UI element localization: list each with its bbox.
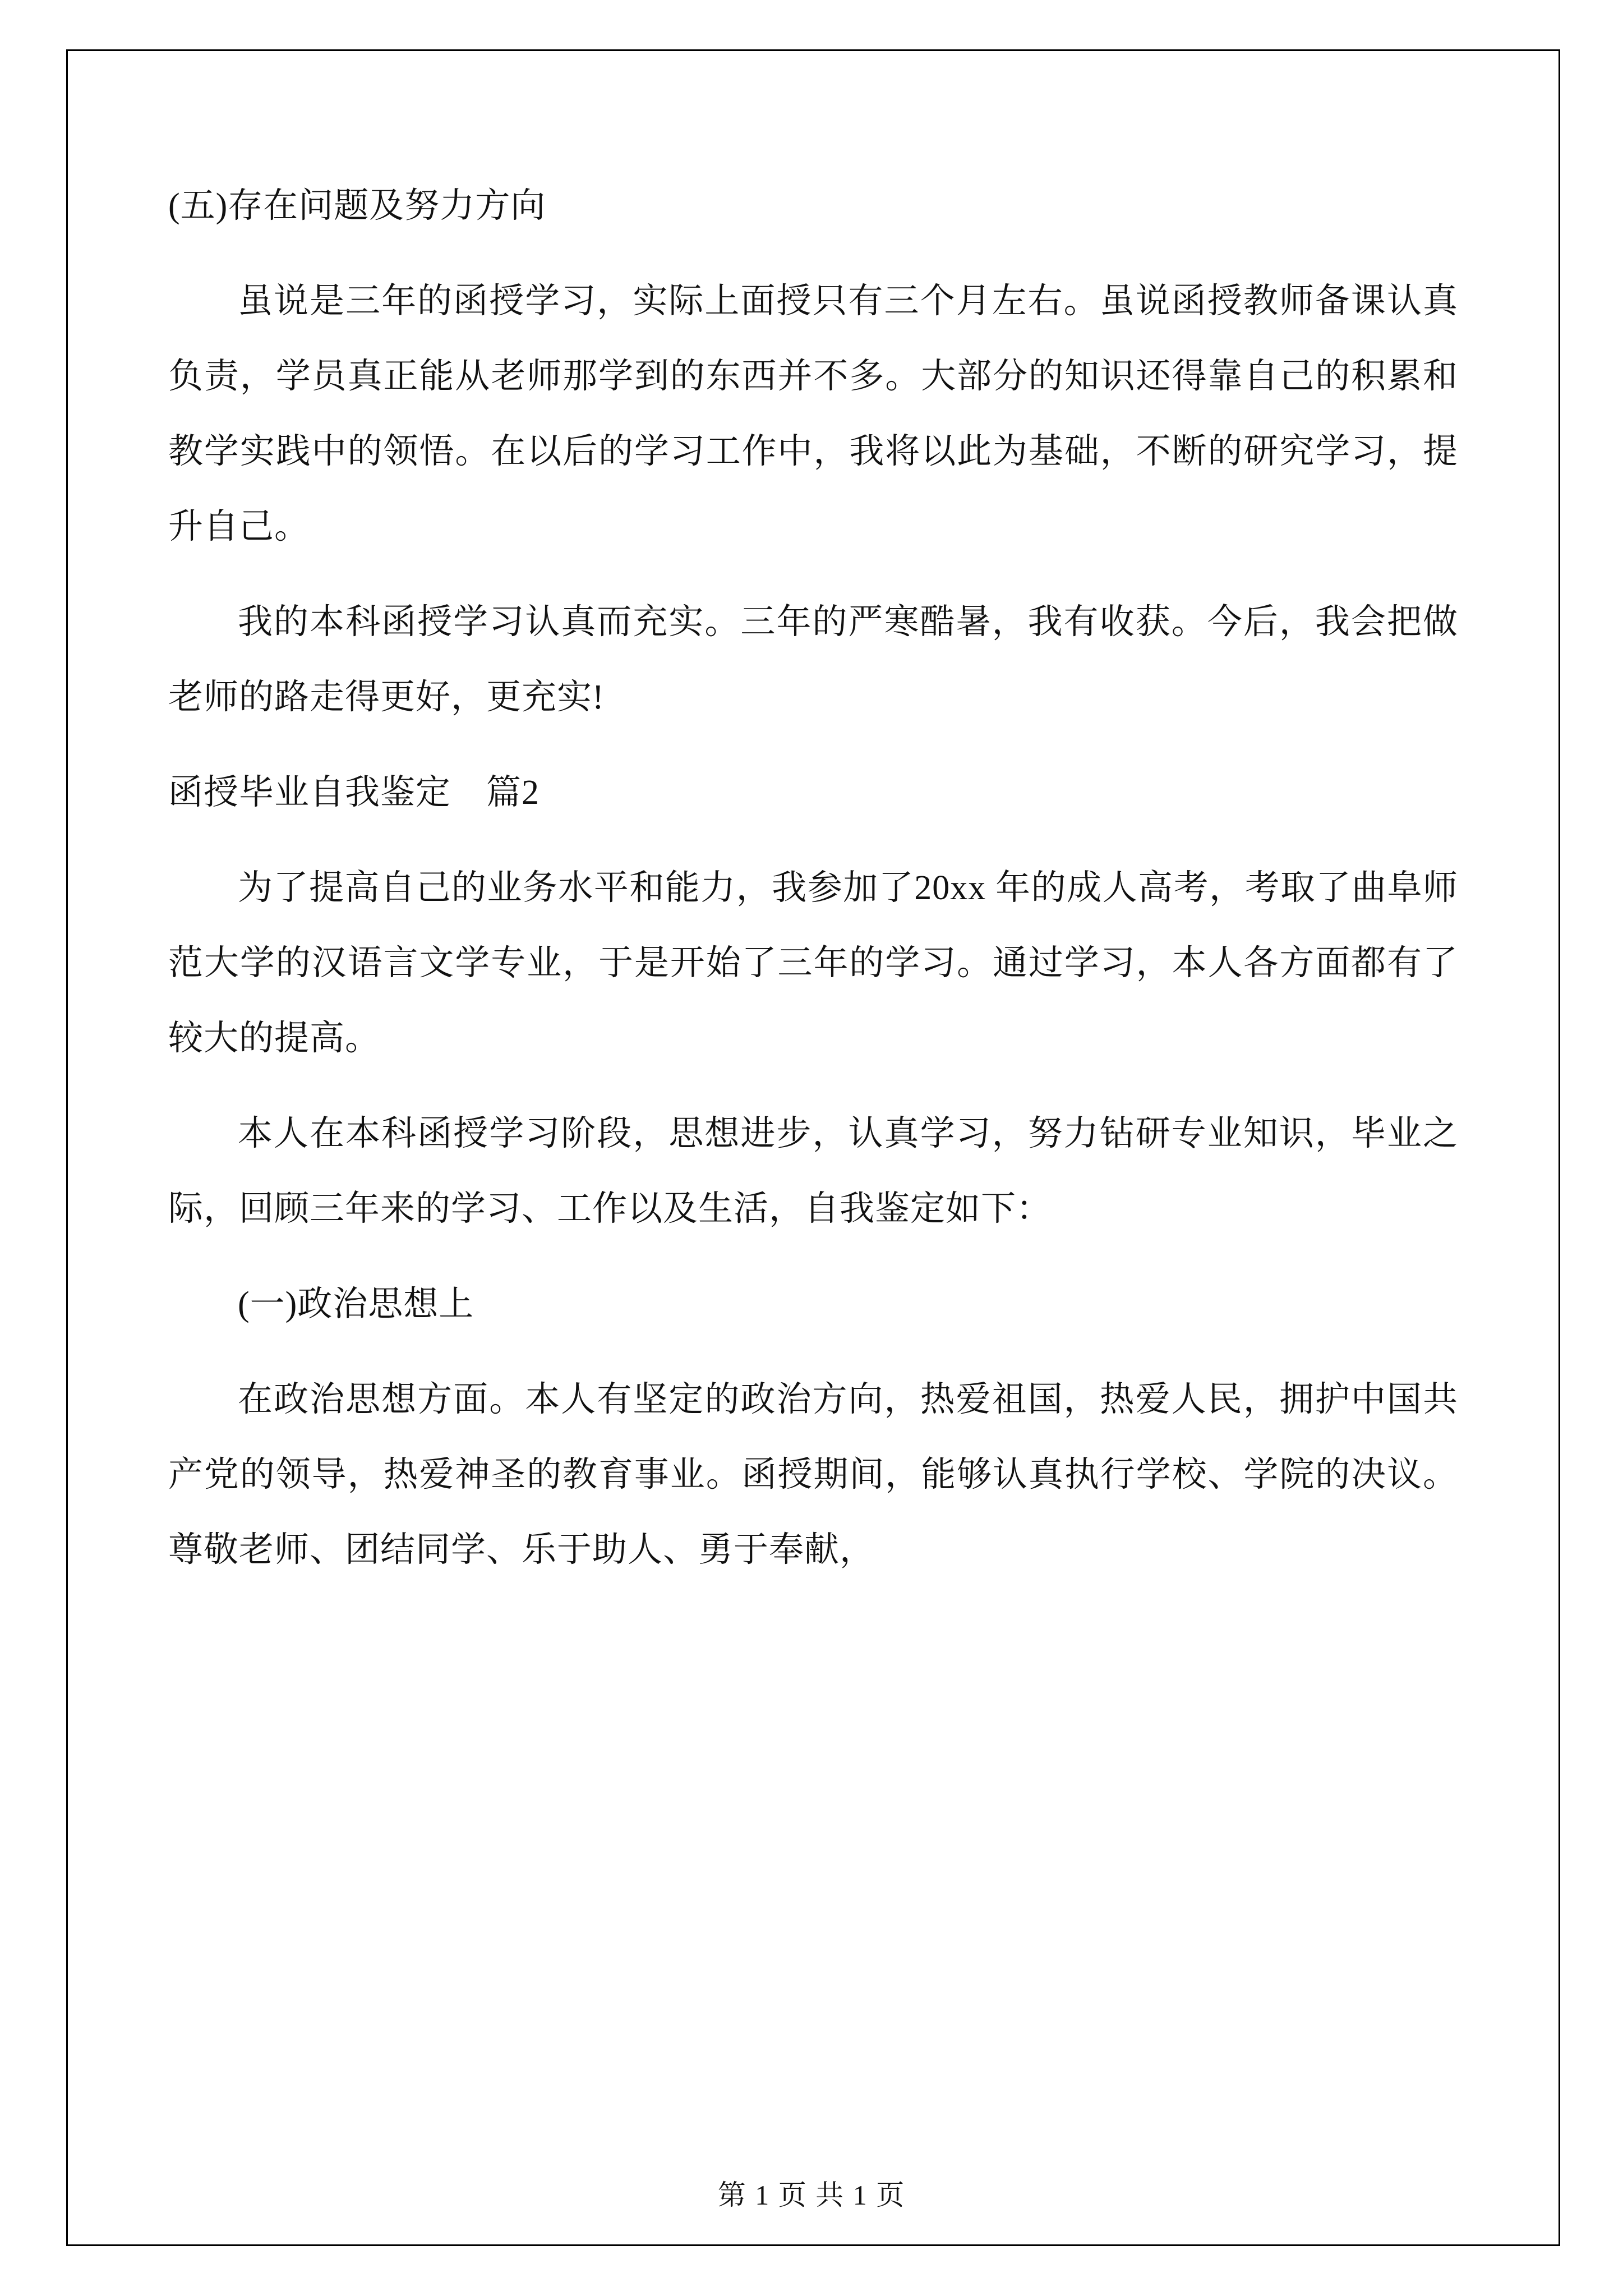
section-heading: (一)政治思想上 — [238, 1285, 474, 1323]
page-footer: 第 1 页 共 1 页 — [717, 2179, 906, 2211]
paragraph: 本人在本科函授学习阶段，思想进步，认真学习，努力钻研专业知识，毕业之际，回顾三年来的学习、工作以及生活，自我鉴定如下： — [168, 1115, 1458, 1228]
paragraph: 为了提高自己的业务水平和能力，我参加了20xx 年的成人高考，考取了曲阜师范大学的汉语言文学专业，于是开始了三年的学习。通过学习，本人各方面都有了较大的提高。 — [168, 869, 1458, 1057]
paragraph: 在政治思想方面。本人有坚定的政治方向，热爱祖国，热爱人民，拥护中国共产党的领导，热爱神圣的教育事业。函授期间，能够认真执行学校、学院的决议。尊敬老师、团结同学、乐于助人、勇于奉献， — [168, 1381, 1458, 1569]
section-heading: (五)存在问题及努力方向 — [168, 187, 546, 225]
paragraph: 我的本科函授学习认真而充实。三年的严寒酷暑，我有收获。今后，我会把做老师的路走得更好，更充实! — [168, 603, 1458, 716]
article-title: 函授毕业自我鉴定 篇2 — [168, 774, 540, 812]
document-body — [168, 168, 1458, 1592]
paragraph: 虽说是三年的函授学习，实际上面授只有三个月左右。虽说函授教师备课认真负责，学员真正能从老师那学到的东西并不多。大部分的知识还得靠自己的积累和教学实践中的领悟。在以后的学习工作中，我将以此为基础，不断的研究学习，提升自己。 — [168, 282, 1458, 546]
